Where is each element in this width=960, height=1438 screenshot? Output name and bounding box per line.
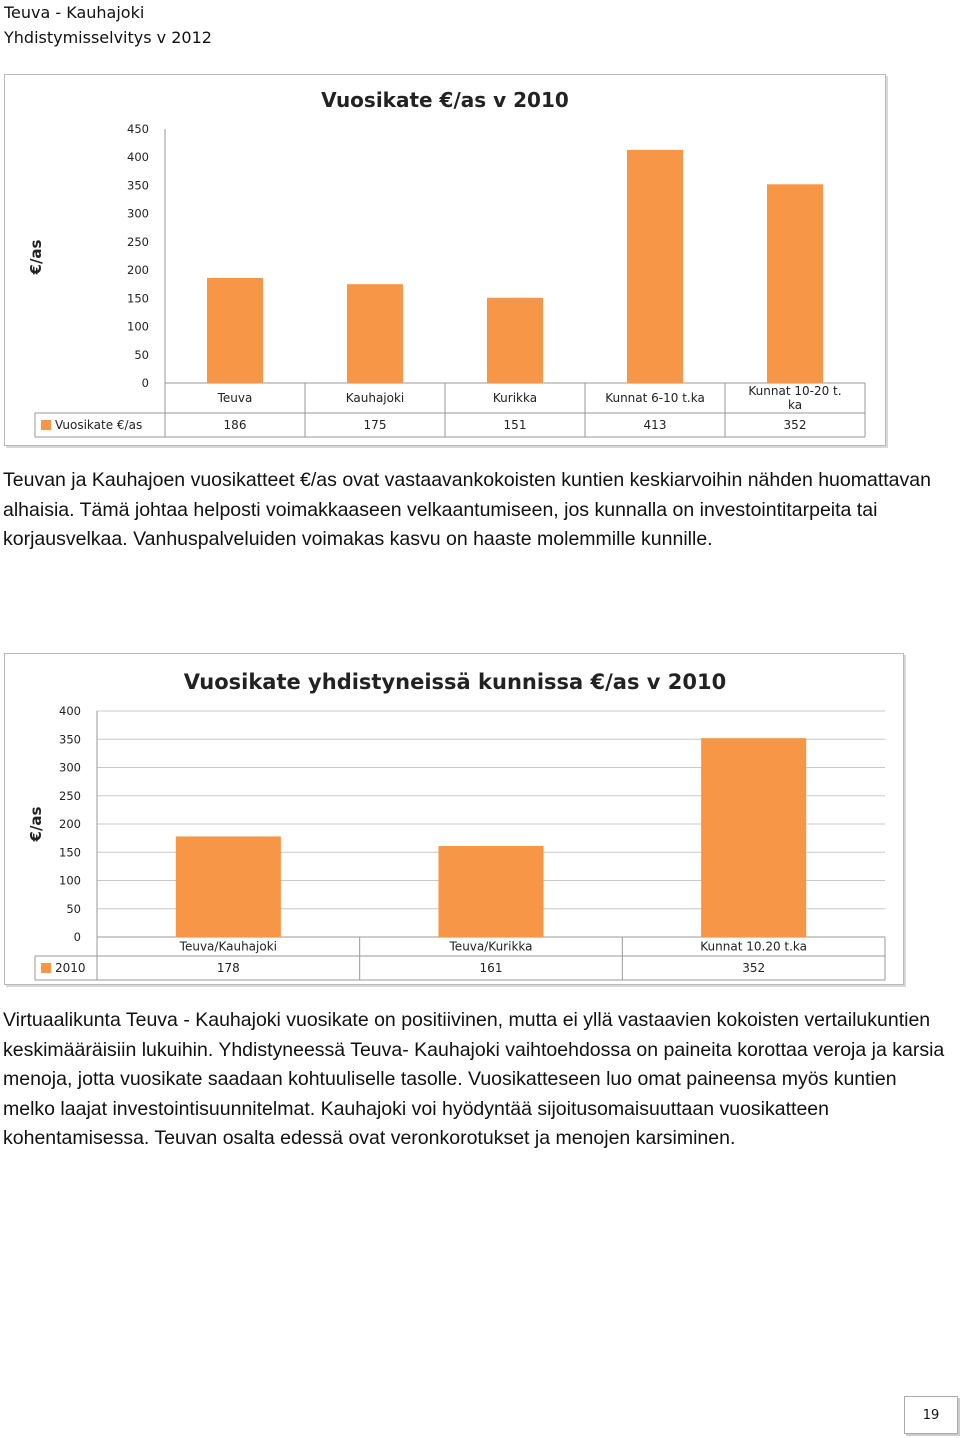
- bar-4: [767, 184, 823, 383]
- y-tick-400: 400: [59, 704, 81, 718]
- bar-2: [701, 738, 806, 937]
- bar-1: [347, 284, 403, 383]
- chart-vuosikate-2010: [4, 74, 886, 446]
- bar-0: [207, 278, 263, 383]
- chart-vuosikate-2010-svg: [5, 75, 885, 445]
- bar-1: [438, 846, 543, 937]
- value-label-1: 161: [479, 961, 503, 975]
- header-subtitle: Yhdistymisselvitys v 2012: [4, 28, 212, 47]
- y-tick-50: 50: [66, 901, 81, 916]
- y-tick-200: 200: [59, 817, 81, 831]
- value-label-2: 352: [742, 961, 766, 975]
- bar-2: [487, 298, 543, 383]
- y-tick-250: 250: [127, 234, 149, 249]
- x-tick-0: Teuva/Kauhajoki: [179, 939, 277, 954]
- x-tick-4: Kunnat 10-20 t. ka: [748, 384, 842, 412]
- bar-0: [176, 836, 281, 937]
- legend-label: Vuosikate €/as: [55, 418, 143, 432]
- bar-3: [627, 150, 683, 383]
- header-title: Teuva - Kauhajoki: [4, 3, 145, 22]
- y-tick-350: 350: [127, 178, 149, 193]
- y-tick-150: 150: [59, 845, 81, 860]
- value-label-1: 175: [363, 418, 387, 432]
- x-tick-2: Kunnat 10.20 t.ka: [700, 939, 808, 954]
- x-tick-2: Kurikka: [492, 391, 538, 405]
- chart-title: Vuosikate yhdistyneissä kunnissa €/as v 2010: [183, 670, 727, 694]
- y-tick-300: 300: [127, 206, 149, 221]
- paragraph-2: Virtuaalikunta Teuva - Kauhajoki vuosikate on positiivinen, mutta ei yllä vastaavien kokoisten vertailukuntien keskimääräisiin lukuihin. Yhdistyneessä Teuva- Kauhajoki vaihtoehdossa on paineita korottaa veroja ja karsia menoja, jotta vuosikate saadaan kohtuuliselle tasolle. Vuosikatteseen luo omat paineensa myös kuntien melko laajat investointisuunnitelmat. Kauhajoki voi hyödyntää sijoitusomaisuuttaan vuosikatteen kohentamisessa. Teuvan osalta edessä ovat veronkorotukset ja menojen karsiminen.: [3, 1009, 945, 1149]
- legend-swatch: [41, 963, 51, 973]
- page-header: [4, 0, 212, 50]
- y-tick-100: 100: [59, 873, 81, 888]
- y-axis-label: €/as: [27, 806, 45, 842]
- y-tick-300: 300: [59, 760, 81, 775]
- value-label-0: 178: [216, 961, 240, 975]
- y-tick-50: 50: [134, 347, 149, 362]
- chart-title: Vuosikate €/as v 2010: [321, 88, 569, 112]
- y-tick-250: 250: [59, 788, 81, 803]
- y-tick-200: 200: [127, 263, 149, 278]
- page-number: 19: [904, 1396, 958, 1434]
- paragraph-1: Teuvan ja Kauhajoen vuosikatteet €/as ovat vastaavankokoisten kuntien keskiarvoihin nähden huomattavan alhaisia. Tämä johtaa helposti voimakkaaseen velkaantumiseen, jos kunnalla on investointitarpeita tai korjausvelkaa. Vanhuspalveluiden voimakas kasvu on haaste molemmille kunnille.: [3, 469, 931, 550]
- y-tick-0: 0: [141, 376, 149, 390]
- y-tick-0: 0: [73, 930, 81, 944]
- y-tick-350: 350: [59, 732, 81, 747]
- value-label-0: 186: [223, 418, 247, 432]
- legend-label: 2010: [55, 961, 86, 975]
- chart-yhdistyneet-2010-svg: [5, 654, 903, 984]
- y-tick-150: 150: [127, 291, 149, 306]
- x-tick-1: Kauhajoki: [345, 391, 405, 405]
- y-tick-400: 400: [127, 150, 149, 165]
- chart-yhdistyneet-2010: [4, 653, 904, 985]
- y-tick-450: 450: [127, 122, 149, 136]
- x-tick-3: Kunnat 6-10 t.ka: [605, 391, 705, 405]
- value-label-3: 413: [643, 418, 667, 432]
- y-axis-label: €/as: [27, 239, 45, 275]
- y-tick-100: 100: [127, 319, 149, 334]
- x-tick-0: Teuva: [217, 391, 253, 405]
- legend-swatch: [41, 420, 51, 430]
- value-label-4: 352: [783, 418, 807, 432]
- value-label-2: 151: [503, 418, 527, 432]
- x-tick-1: Teuva/Kurikka: [449, 939, 533, 954]
